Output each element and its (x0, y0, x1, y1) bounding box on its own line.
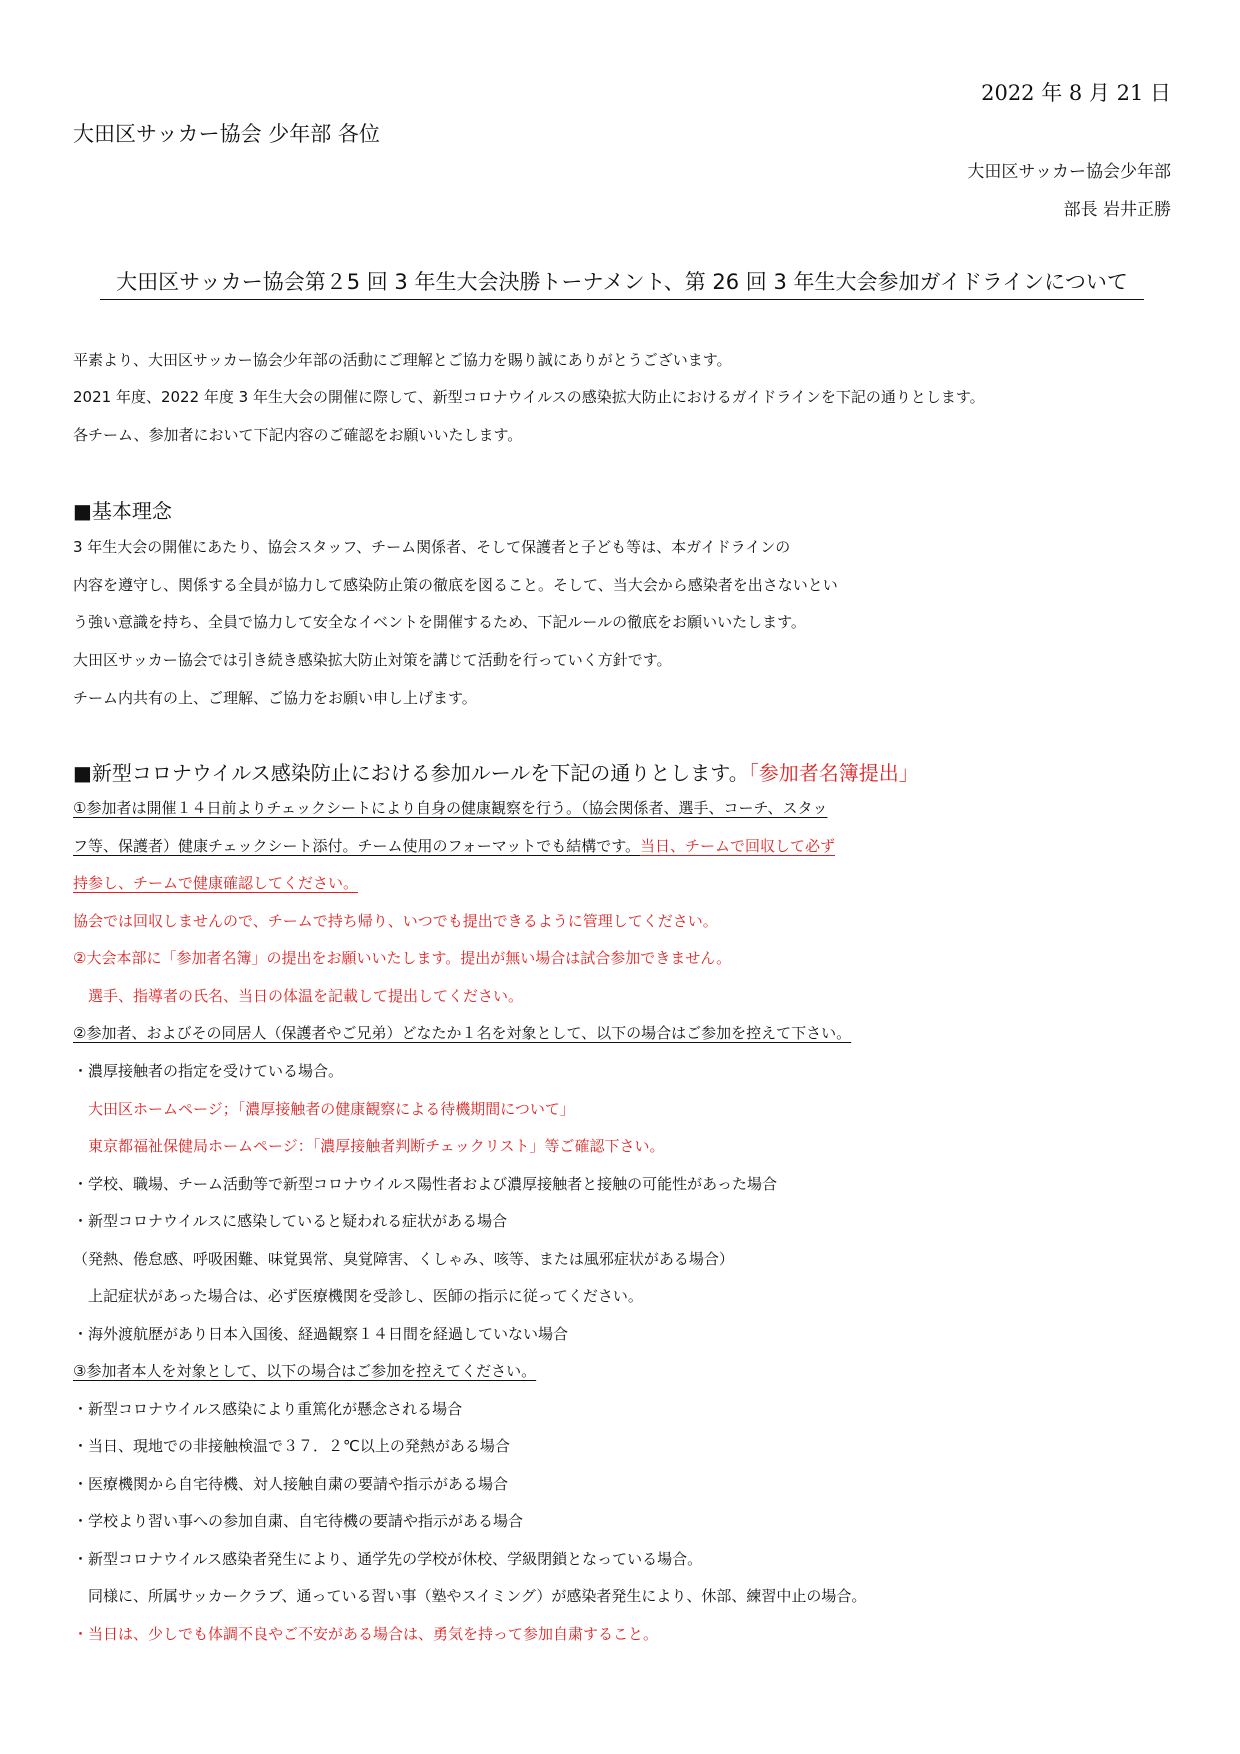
rule4-item-4: ・学校より習い事への参加自粛、自宅待機の要請や指示がある場合 (73, 1512, 524, 1530)
addressee: 大田区サッカー協会 少年部 各位 (73, 122, 380, 146)
rule4-item-2: ・当日、現地での非接触検温で３７．２℃以上の発熱がある場合 (73, 1437, 510, 1455)
rule4-item-5-note: 同様に、所属サッカークラブ、通っている習い事（塾やスイミング）が感染者発生により、休部、練習中止の場合。 (73, 1587, 867, 1605)
rule3-link-tokyo: 東京都福祉保健局ホームページ：「濃厚接触者判断チェックリスト」等ご確認下さい。 (73, 1137, 665, 1155)
rules-heading-red: 「参加者名簿提出」 (748, 761, 919, 785)
document-date: 2022 年 8 月 21 日 (981, 81, 1171, 105)
rule1-line-d: 協会では回収しませんので、チームで持ち帰り、いつでも提出できるように管理してください。 (73, 912, 718, 930)
rule3-item-3-symptoms: （発熱、倦怠感、呼吸困難、味覚異常、臭覚障害、くしゃみ、咳等、または風邪症状がある場合） (73, 1250, 734, 1268)
rules-heading-text: ■新型コロナウイルス感染防止における参加ルールを下記の通りとします。 (73, 761, 749, 785)
rule3-item-3: ・新型コロナウイルスに感染していると疑われる症状がある場合 (73, 1212, 508, 1230)
rule4-item-3: ・医療機関から自宅待機、対人接触自粛の要請や指示がある場合 (73, 1475, 509, 1493)
rule1-line-b (73, 835, 835, 856)
rule1-line-b-text: フ等、保護者）健康チェックシート添付。チーム使用のフォーマットでも結構です。 (73, 837, 641, 855)
rule3-item-4: ・海外渡航歴があり日本入国後、経過観察１４日間を経過していない場合 (73, 1325, 569, 1343)
rule1-line-c: 持参し、チームで健康確認してください。 (73, 874, 359, 892)
final-note: ・当日は、少しでも体調不良やご不安がある場合は、勇気を持って参加自粛すること。 (73, 1625, 659, 1643)
rule4-item-5: ・新型コロナウイルス感染者発生により、通学先の学校が休校、学級閉鎖となっている場合。 (73, 1550, 703, 1568)
rule1-line-b-red: 当日、チームで回収して必ず (640, 837, 836, 855)
philosophy-line-4: 大田区サッカー協会では引き続き感染拡大防止対策を講じて活動を行っていく方針です。 (73, 651, 672, 669)
intro-line-3: 各チーム、参加者において下記内容のご確認をお願いいたします。 (73, 426, 523, 444)
document-title: 大田区サッカー協会第２5 回 3 年生大会決勝トーナメント、第 26 回 3 年生大会参加ガイドラインについて (100, 266, 1144, 300)
rule3-item-3-note: 上記症状があった場合は、必ず医療機関を受診し、医師の指示に従ってください。 (73, 1287, 643, 1305)
rule4-heading: ③参加者本人を対象として、以下の場合はご参加を控えてください。 (73, 1362, 537, 1380)
sender-organization: 大田区サッカー協会少年部 (967, 162, 1171, 182)
rule3-item-1: ・濃厚接触者の指定を受けている場合。 (73, 1062, 344, 1080)
intro-line-1: 平素より、大田区サッカー協会少年部の活動にご理解とご協力を賜り誠にありがとうございます。 (73, 351, 732, 369)
rule3-heading: ②参加者、およびその同居人（保護者やご兄弟）どなたか１名を対象として、以下の場合はご参加を控えて下さい。 (73, 1024, 852, 1042)
philosophy-line-2: 内容を遵守し、関係する全員が協力して感染防止策の徹底を図ること。そして、当大会から感染者を出さないとい (73, 576, 838, 594)
philosophy-line-1: 3 年生大会の開催にあたり、協会スタッフ、チーム関係者、そして保護者と子ども等は、本ガイドラインの (73, 538, 791, 556)
section-heading-participation-rules (73, 757, 919, 786)
rule4-item-1: ・新型コロナウイルス感染により重篤化が懸念される場合 (73, 1400, 463, 1418)
rule3-link-ota-ward: 大田区ホームページ；「濃厚接触者の健康観察による待機期間について」 (73, 1100, 575, 1118)
sender-name: 部長 岩井正勝 (1063, 200, 1171, 220)
section-heading-basic-philosophy: ■基本理念 (73, 499, 172, 523)
intro-line-2: 2021 年度、2022 年度 3 年生大会の開催に際して、新型コロナウイルスの感染拡大防止におけるガイドラインを下記の通りとします。 (73, 388, 985, 406)
rule2-line-a: ②大会本部に「参加者名簿」の提出をお願いいたします。提出が無い場合は試合参加できません。 (73, 949, 732, 967)
philosophy-line-5: チーム内共有の上、ご理解、ご協力をお願い申し上げます。 (73, 689, 477, 707)
philosophy-line-3: う強い意識を持ち、全員で協力して安全なイベントを開催するため、下記ルールの徹底をお願いいたします。 (73, 613, 806, 631)
rule1-line-a: ①参加者は開催１４日前よりチェックシートにより自身の健康観察を行う。（協会関係者、選手、コーチ、スタッ (73, 799, 828, 817)
rule2-line-b: 選手、指導者の氏名、当日の体温を記載して提出してください。 (73, 987, 524, 1005)
rule3-item-2: ・学校、職場、チーム活動等で新型コロナウイルス陽性者および濃厚接触者と接触の可能性があった場合 (73, 1175, 777, 1193)
